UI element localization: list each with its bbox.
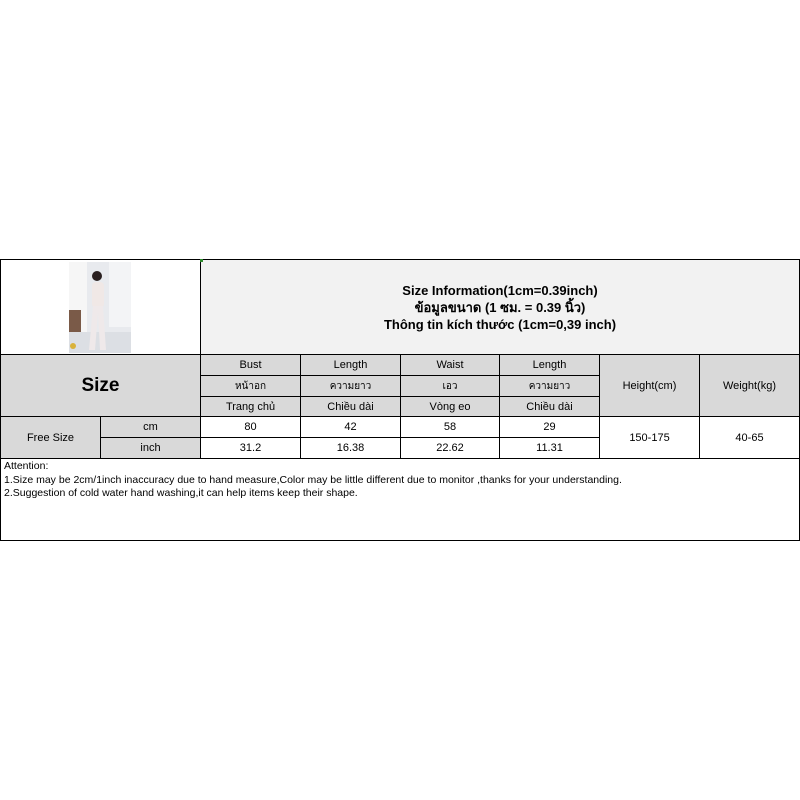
notes-line-1: 1.Size may be 2cm/1inch inaccuracy due to hand measure,Color may be little different due to monitor ,thanks for your understanding. [4,473,622,486]
product-photo [69,262,131,353]
col-waist-th: เอว [400,375,500,397]
col-weight: Weight(kg) [699,354,800,417]
product-photo-cell [0,259,201,355]
cell-marker [200,259,203,262]
cm-bust: 80 [200,416,301,438]
cm-length2: 29 [499,416,600,438]
col-bust-vi: Trang chủ [200,396,301,417]
col-bust-th: หน้าอก [200,375,301,397]
col-length2-th: ความยาว [499,375,600,397]
col-length-th: ความยาว [300,375,401,397]
col-length-vi: Chiều dài [300,396,401,417]
title-english: Size Information(1cm=0.39inch) [402,282,598,298]
col-bust-en: Bust [200,354,301,376]
col-length2-en: Length [499,354,600,376]
col-length-en: Length [300,354,401,376]
cm-waist: 58 [400,416,500,438]
inch-length2: 11.31 [499,437,600,459]
col-waist-vi: Vòng eo [400,396,500,417]
unit-cm: cm [100,416,201,438]
attention-notes [0,458,800,541]
unit-inch: inch [100,437,201,459]
inch-length: 16.38 [300,437,401,459]
product-photo-image [69,262,131,353]
height-value: 150-175 [599,416,700,459]
col-length2-vi: Chiều dài [499,396,600,417]
col-waist-en: Waist [400,354,500,376]
col-height: Height(cm) [599,354,700,417]
size-chart [0,259,800,541]
title-vietnamese: Thông tin kích thước (1cm=0,39 inch) [383,316,617,332]
weight-value: 40-65 [699,416,800,459]
size-header: Size [0,354,201,417]
notes-line-2: 2.Suggestion of cold water hand washing,it can help items keep their shape. [4,487,358,499]
size-info-title [200,259,800,355]
cm-length: 42 [300,416,401,438]
title-thai: ข้อมูลขนาด (1 ซม. = 0.39 นิ้ว) [414,299,586,315]
notes-heading: Attention: [4,460,49,472]
inch-bust: 31.2 [200,437,301,459]
row-free-size: Free Size [0,416,101,459]
inch-waist: 22.62 [400,437,500,459]
